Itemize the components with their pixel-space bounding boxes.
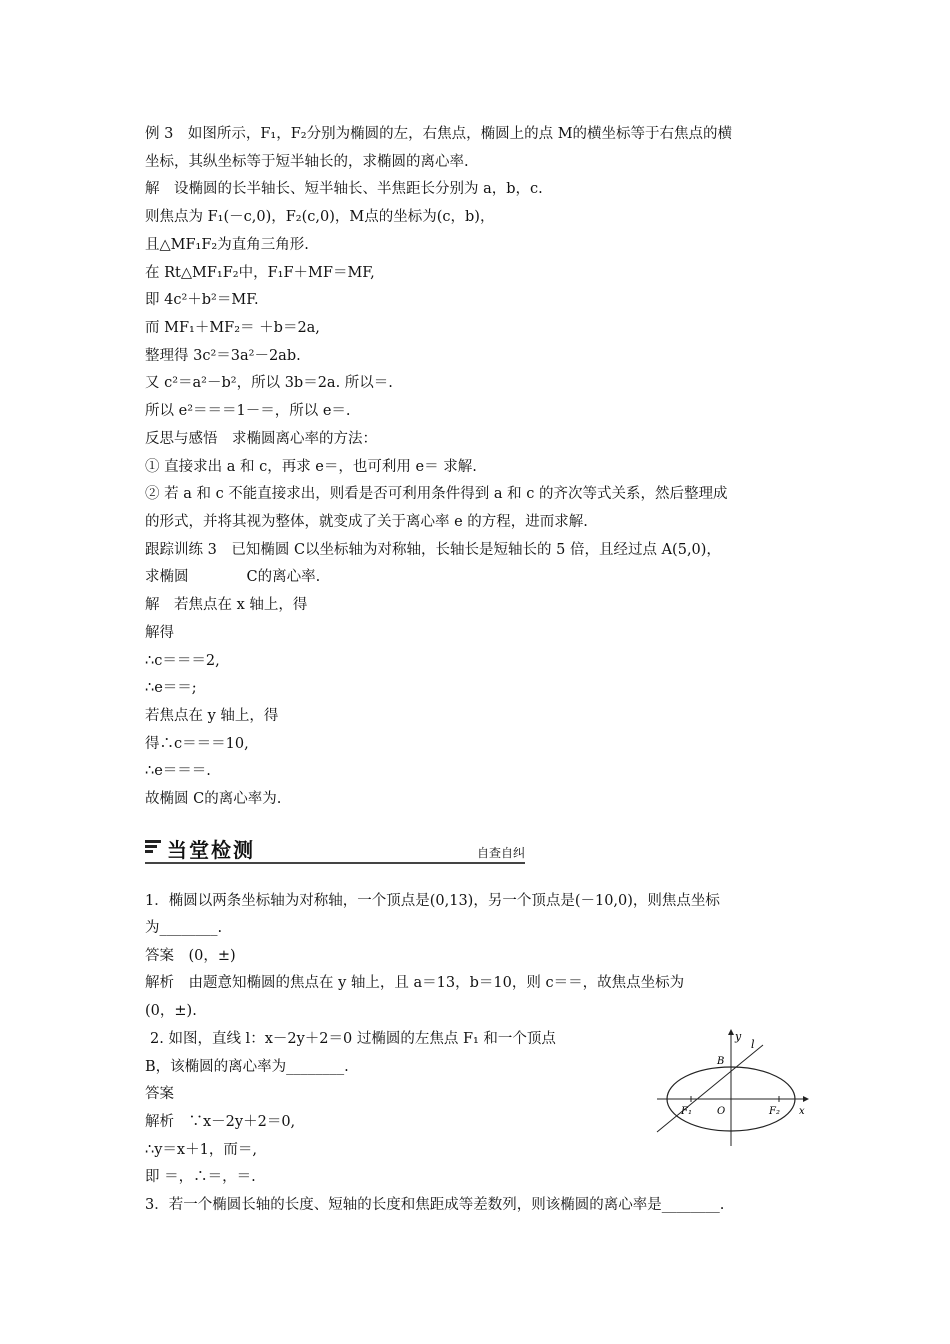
question-1-answer: 答案 (0，±) bbox=[145, 948, 236, 964]
text-line: 而 MF₁＋MF₂＝ ＋b＝2a, bbox=[145, 320, 320, 336]
x-axis-arrow bbox=[803, 1096, 809, 1102]
text-line: 若焦点在 y 轴上，得 bbox=[145, 708, 279, 724]
question-1-text: 为________. bbox=[145, 920, 223, 936]
text-line: 所以 e²＝＝＝1－＝，所以 e＝. bbox=[145, 403, 351, 419]
label-y: y bbox=[735, 1030, 742, 1043]
section-divider bbox=[145, 862, 525, 864]
label-f1: F₁ bbox=[681, 1106, 692, 1117]
text-line: ① 直接求出 a 和 c，再求 e＝，也可利用 e＝ 求解. bbox=[145, 459, 477, 475]
section-title: 当堂检测 bbox=[167, 838, 255, 862]
question-1-text: 1．椭圆以两条坐标轴为对称轴，一个顶点是(0,13)，另一个顶点是(－10,0)，则焦点坐标 bbox=[145, 893, 720, 909]
question-1-analysis: 解析 由题意知椭圆的焦点在 y 轴上，且 a＝13，b＝10，则 c＝＝，故焦点坐标为 bbox=[145, 975, 685, 991]
text-line: ∴e＝＝; bbox=[145, 680, 197, 696]
label-x: x bbox=[799, 1106, 805, 1117]
ellipse-figure bbox=[655, 1028, 810, 1148]
label-b: B bbox=[717, 1056, 725, 1067]
question-2-analysis: 即 ＝，∴＝，＝. bbox=[145, 1169, 256, 1185]
text-line: 故椭圆 C的离心率为. bbox=[145, 791, 282, 807]
text-line: ② 若 a 和 c 不能直接求出，则看是否可利用条件得到 a 和 c 的齐次等式关系，然后整理成 bbox=[145, 486, 728, 502]
question-2-analysis: ∴y＝x＋1，而＝, bbox=[145, 1142, 257, 1158]
text-line: ∴c＝＝＝2, bbox=[145, 653, 220, 669]
text-line: 即 4c²＋b²＝MF. bbox=[145, 292, 259, 308]
section-header bbox=[145, 832, 525, 864]
question-2-analysis: 解析 ∵x－2y＋2＝0, bbox=[145, 1114, 296, 1130]
label-f2: F₂ bbox=[769, 1106, 780, 1117]
y-axis-arrow bbox=[728, 1029, 734, 1035]
text-line: 解 设椭圆的长半轴长、短半轴长、半焦距长分别为 a，b，c. bbox=[145, 181, 543, 197]
text-line: 又 c²＝a²－b²，所以 3b＝2a. 所以＝. bbox=[145, 375, 393, 391]
question-2-answer: 答案 bbox=[145, 1086, 174, 1102]
question-3-text: 3．若一个椭圆长轴的长度、短轴的长度和焦距成等差数列，则该椭圆的离心率是________. bbox=[145, 1197, 725, 1213]
text-line: 跟踪训练 3 已知椭圆 C以坐标轴为对称轴，长轴长是短轴长的 5 倍，且经过点 A(5,0)， bbox=[145, 542, 721, 558]
text-line: 的形式，并将其视为整体，就变成了关于离心率 e 的方程，进而求解. bbox=[145, 514, 588, 530]
question-2-text: B，该椭圆的离心率为________. bbox=[145, 1059, 349, 1075]
section-subtitle: 自查自纠 bbox=[476, 846, 525, 860]
text-line: 坐标，其纵坐标等于短半轴长的，求椭圆的离心率. bbox=[145, 154, 469, 170]
text-line: ∴e＝＝＝. bbox=[145, 763, 211, 779]
label-o: O bbox=[717, 1106, 726, 1117]
section-list-icon bbox=[145, 840, 161, 858]
text-line: 则焦点为 F₁(－c,0)，F₂(c,0)，M点的坐标为(c，b)， bbox=[145, 209, 495, 225]
ellipse-diagram bbox=[655, 1028, 810, 1148]
question-1-analysis: (0，±). bbox=[145, 1003, 197, 1019]
text-line: 例 3 如图所示，F₁，F₂分别为椭圆的左，右焦点，椭圆上的点 M的横坐标等于右焦点的横 bbox=[145, 126, 733, 142]
text-line: 整理得 3c²＝3a²－2ab. bbox=[145, 348, 301, 364]
text-line: 在 Rt△MF₁F₂中，F₁F＋MF＝MF, bbox=[145, 265, 375, 281]
text-line: 反思与感悟 求椭圆离心率的方法： bbox=[145, 431, 377, 447]
text-line: 得∴c＝＝＝10, bbox=[145, 736, 249, 752]
text-line: 解得 bbox=[145, 625, 174, 641]
question-2-text: 2. 如图，直线 l：x－2y＋2＝0 过椭圆的左焦点 F₁ 和一个顶点 bbox=[150, 1031, 556, 1047]
text-line: 求椭圆 C的离心率. bbox=[145, 569, 321, 585]
text-line: 且△MF₁F₂为直角三角形. bbox=[145, 237, 309, 253]
text-line: 解 若焦点在 x 轴上，得 bbox=[145, 597, 308, 613]
label-l: l bbox=[751, 1038, 755, 1051]
line-l bbox=[657, 1045, 763, 1132]
